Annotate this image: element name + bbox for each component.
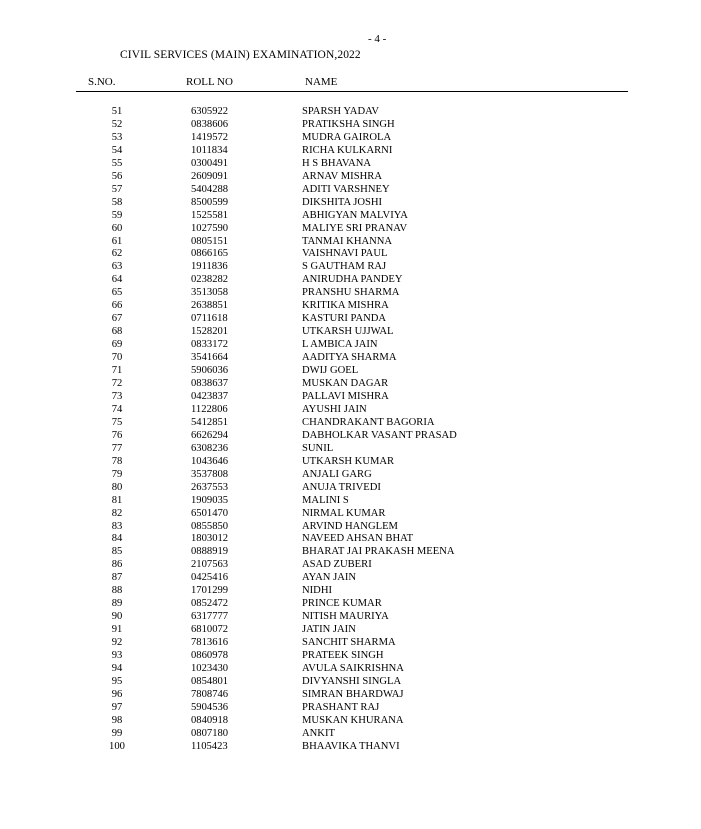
name-cell: NITISH MAURIYA — [302, 611, 389, 623]
roll-no-cell: 3537808 — [191, 468, 229, 480]
roll-no-cell: 1803012 — [191, 533, 229, 545]
table-row — [0, 663, 701, 676]
name-cell: SPARSH YADAV — [302, 106, 380, 117]
sno-cell: 75 — [111, 416, 123, 428]
sno-cell: 74 — [111, 403, 123, 415]
sno-cell: 51 — [111, 106, 123, 117]
name-cell: DIKSHITA JOSHI — [302, 196, 383, 208]
column-header-name: NAME — [305, 76, 338, 88]
table-row — [0, 326, 701, 339]
table-row — [0, 521, 701, 534]
table-row — [0, 404, 701, 417]
name-cell: DWIJ GOEL — [302, 365, 359, 377]
name-cell: MUSKAN KHURANA — [302, 714, 404, 726]
roll-no-cell: 1043646 — [191, 455, 229, 467]
column-header-roll-no: ROLL NO — [186, 76, 233, 88]
roll-no-cell: 6305922 — [191, 106, 229, 117]
sno-cell: 64 — [111, 274, 123, 286]
sno-cell: 58 — [111, 196, 123, 208]
name-cell: KASTURI PANDA — [302, 313, 387, 325]
name-cell: VAISHNAVI PAUL — [302, 248, 388, 260]
name-cell: ABHIGYAN MALVIYA — [302, 209, 408, 221]
sno-cell: 97 — [111, 701, 123, 713]
roll-no-cell: 5404288 — [191, 183, 229, 195]
roll-no-cell: 1701299 — [191, 585, 229, 597]
roll-no-cell: 5906036 — [191, 365, 229, 377]
name-cell: SANCHIT SHARMA — [302, 637, 396, 649]
sno-cell: 72 — [111, 378, 123, 390]
sno-cell: 81 — [111, 494, 123, 506]
roll-no-cell: 6810072 — [191, 624, 229, 636]
roll-no-cell: 1122806 — [191, 403, 228, 415]
table-row — [0, 132, 701, 145]
sno-cell: 57 — [111, 183, 123, 195]
table-row — [0, 443, 701, 456]
sno-cell: 94 — [111, 662, 123, 674]
name-cell: NIRMAL KUMAR — [302, 507, 386, 519]
sno-cell: 67 — [111, 313, 123, 325]
table-row — [0, 650, 701, 663]
sno-cell: 91 — [111, 624, 123, 636]
sno-cell: 76 — [111, 429, 123, 441]
name-cell: ADITI VARSHNEY — [302, 183, 390, 195]
sno-cell: 63 — [111, 261, 123, 273]
name-cell: MUDRA GAIROLA — [302, 131, 392, 143]
name-cell: UTKARSH UJJWAL — [302, 326, 394, 338]
roll-no-cell: 0855850 — [191, 520, 229, 532]
table-row — [0, 119, 701, 132]
sno-cell: 61 — [111, 235, 123, 247]
table-row — [0, 495, 701, 508]
sno-cell: 100 — [109, 740, 125, 752]
sno-cell: 59 — [111, 209, 123, 221]
sno-cell: 87 — [111, 572, 123, 584]
roll-no-cell: 0423837 — [191, 390, 229, 402]
roll-no-cell: 0711618 — [191, 313, 228, 325]
name-cell: BHARAT JAI PRAKASH MEENA — [302, 546, 455, 558]
roll-no-cell: 0838606 — [191, 118, 229, 130]
sno-cell: 89 — [111, 598, 123, 610]
sno-cell: 54 — [111, 144, 123, 156]
table-row — [0, 559, 701, 572]
name-cell: KRITIKA MISHRA — [302, 300, 389, 312]
table-row — [0, 106, 701, 119]
table-row — [0, 339, 701, 352]
table-row — [0, 741, 701, 754]
roll-no-cell: 2637553 — [191, 481, 229, 493]
name-cell: ARVIND HANGLEM — [302, 520, 398, 532]
table-row — [0, 352, 701, 365]
sno-cell: 56 — [111, 170, 123, 182]
sno-cell: 99 — [111, 727, 123, 739]
roll-no-cell: 0888919 — [191, 546, 229, 558]
name-cell: S GAUTHAM RAJ — [302, 261, 387, 273]
roll-no-cell: 5904536 — [191, 701, 229, 713]
table-row — [0, 572, 701, 585]
roll-no-cell: 0238282 — [191, 274, 229, 286]
name-cell: PRASHANT RAJ — [302, 701, 380, 713]
roll-no-cell: 3513058 — [191, 287, 229, 299]
sno-cell: 93 — [111, 650, 123, 662]
roll-no-cell: 0807180 — [191, 727, 229, 739]
table-row — [0, 287, 701, 300]
sno-cell: 88 — [111, 585, 123, 597]
roll-no-cell: 5412851 — [191, 416, 229, 428]
name-cell: BHAAVIKA THANVI — [302, 740, 400, 752]
roll-no-cell: 1027590 — [191, 222, 229, 234]
name-cell: ANIRUDHA PANDEY — [302, 274, 403, 286]
roll-no-cell: 6308236 — [191, 442, 229, 454]
roll-no-cell: 0866165 — [191, 248, 229, 260]
sno-cell: 70 — [111, 352, 123, 364]
table-row — [0, 145, 701, 158]
sno-cell: 78 — [111, 455, 123, 467]
name-cell: DABHOLKAR VASANT PRASAD — [302, 429, 457, 441]
roll-no-cell: 6501470 — [191, 507, 229, 519]
name-cell: ANUJA TRIVEDI — [302, 481, 381, 493]
name-cell: AYUSHI JAIN — [302, 403, 367, 415]
name-cell: AVULA SAIKRISHNA — [302, 662, 404, 674]
sno-cell: 98 — [111, 714, 123, 726]
table-row — [0, 197, 701, 210]
table-row — [0, 184, 701, 197]
roll-no-cell: 0838637 — [191, 378, 229, 390]
table-row — [0, 365, 701, 378]
sno-cell: 53 — [111, 131, 123, 143]
roll-no-cell: 0840918 — [191, 714, 229, 726]
table-row — [0, 624, 701, 637]
name-cell: ARNAV MISHRA — [302, 170, 382, 182]
roll-no-cell: 1105423 — [191, 740, 228, 752]
sno-cell: 84 — [111, 533, 123, 545]
sno-cell: 55 — [111, 157, 123, 169]
roll-no-cell: 0300491 — [191, 157, 229, 169]
name-cell: PRATEEK SINGH — [302, 650, 384, 662]
roll-no-cell: 1011834 — [191, 144, 228, 156]
name-cell: PRATIKSHA SINGH — [302, 118, 395, 130]
roll-no-cell: 0854801 — [191, 675, 229, 687]
roll-no-cell: 2609091 — [191, 170, 229, 182]
sno-cell: 52 — [111, 118, 123, 130]
roll-no-cell: 0805151 — [191, 235, 229, 247]
sno-cell: 95 — [111, 675, 123, 687]
table-row — [0, 171, 701, 184]
table-row — [0, 261, 701, 274]
roll-no-cell: 6317777 — [191, 611, 229, 623]
table-row — [0, 378, 701, 391]
name-cell: PALLAVI MISHRA — [302, 390, 389, 402]
sno-cell: 82 — [111, 507, 123, 519]
name-cell: SUNIL — [302, 442, 334, 454]
sno-cell: 85 — [111, 546, 123, 558]
roll-no-cell: 8500599 — [191, 196, 229, 208]
name-cell: UTKARSH KUMAR — [302, 455, 395, 467]
roll-no-cell: 7808746 — [191, 688, 229, 700]
name-cell: ANJALI GARG — [302, 468, 372, 480]
sno-cell: 77 — [111, 442, 123, 454]
name-cell: CHANDRAKANT BAGORIA — [302, 416, 435, 428]
table-row — [0, 715, 701, 728]
column-header-sno: S.NO. — [88, 76, 116, 88]
table-row — [0, 274, 701, 287]
roll-no-cell: 7813616 — [191, 637, 229, 649]
sno-cell: 79 — [111, 468, 123, 480]
roll-no-cell: 0852472 — [191, 598, 229, 610]
table-row — [0, 417, 701, 430]
page-number: - 4 - — [368, 33, 387, 45]
table-row — [0, 546, 701, 559]
roll-no-cell: 2638851 — [191, 300, 229, 312]
name-cell: JATIN JAIN — [302, 624, 356, 636]
name-cell: AYAN JAIN — [302, 572, 357, 584]
roll-no-cell: 1909035 — [191, 494, 229, 506]
table-row — [0, 210, 701, 223]
roll-no-cell: 0833172 — [191, 339, 229, 351]
table-row — [0, 223, 701, 236]
table-row — [0, 313, 701, 326]
name-cell: PRANSHU SHARMA — [302, 287, 400, 299]
table-row — [0, 676, 701, 689]
sno-cell: 68 — [111, 326, 123, 338]
name-cell: NAVEED AHSAN BHAT — [302, 533, 414, 545]
sno-cell: 69 — [111, 339, 123, 351]
table-row — [0, 508, 701, 521]
table-row — [0, 689, 701, 702]
name-cell: L AMBICA JAIN — [302, 339, 378, 351]
roll-no-cell: 0860978 — [191, 650, 229, 662]
name-cell: ASAD ZUBERI — [302, 559, 372, 571]
sno-cell: 65 — [111, 287, 123, 299]
name-cell: TANMAI KHANNA — [302, 235, 393, 247]
results-table — [0, 106, 701, 754]
table-row — [0, 248, 701, 261]
table-row — [0, 702, 701, 715]
sno-cell: 66 — [111, 300, 123, 312]
roll-no-cell: 0425416 — [191, 572, 229, 584]
sno-cell: 80 — [111, 481, 123, 493]
table-row — [0, 158, 701, 171]
name-cell: PRINCE KUMAR — [302, 598, 382, 610]
name-cell: NIDHI — [302, 585, 333, 597]
table-row — [0, 585, 701, 598]
roll-no-cell: 1911836 — [191, 261, 228, 273]
table-row — [0, 456, 701, 469]
name-cell: SIMRAN BHARDWAJ — [302, 688, 404, 700]
table-row — [0, 430, 701, 443]
roll-no-cell: 6626294 — [191, 429, 229, 441]
roll-no-cell: 2107563 — [191, 559, 229, 571]
sno-cell: 90 — [111, 611, 123, 623]
name-cell: H S BHAVANA — [302, 157, 372, 169]
table-row — [0, 391, 701, 404]
roll-no-cell: 1525581 — [191, 209, 229, 221]
table-row — [0, 533, 701, 546]
name-cell: AADITYA SHARMA — [302, 352, 397, 364]
roll-no-cell: 3541664 — [191, 352, 229, 364]
table-row — [0, 611, 701, 624]
name-cell: MUSKAN DAGAR — [302, 378, 389, 390]
exam-title: CIVIL SERVICES (MAIN) EXAMINATION,2022 — [120, 49, 361, 61]
sno-cell: 60 — [111, 222, 123, 234]
sno-cell: 62 — [111, 248, 123, 260]
sno-cell: 96 — [111, 688, 123, 700]
table-row — [0, 482, 701, 495]
table-row — [0, 728, 701, 741]
sno-cell: 86 — [111, 559, 123, 571]
table-row — [0, 469, 701, 482]
sno-cell: 71 — [111, 365, 123, 377]
roll-no-cell: 1023430 — [191, 662, 229, 674]
sno-cell: 92 — [111, 637, 123, 649]
name-cell: DIVYANSHI SINGLA — [302, 675, 402, 687]
roll-no-cell: 1419572 — [191, 131, 229, 143]
name-cell: MALIYE SRI PRANAV — [302, 222, 408, 234]
table-row — [0, 637, 701, 650]
roll-no-cell: 1528201 — [191, 326, 229, 338]
table-row — [0, 598, 701, 611]
name-cell: ANKIT — [302, 727, 335, 739]
table-row — [0, 300, 701, 313]
header-divider — [76, 91, 628, 92]
table-row — [0, 236, 701, 249]
name-cell: MALINI S — [302, 494, 349, 506]
name-cell: RICHA KULKARNI — [302, 144, 393, 156]
sno-cell: 73 — [111, 390, 123, 402]
sno-cell: 83 — [111, 520, 123, 532]
